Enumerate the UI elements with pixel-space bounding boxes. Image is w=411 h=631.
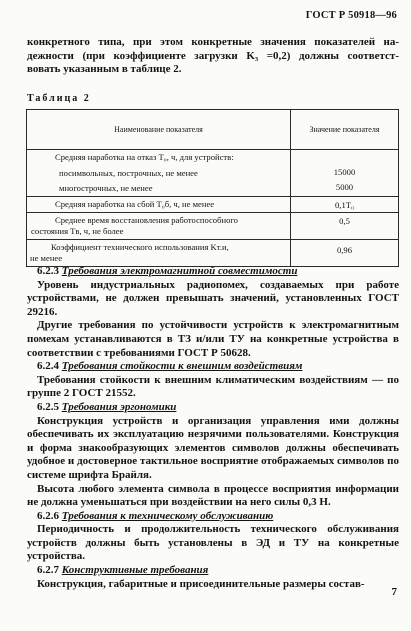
page-number: 7	[391, 586, 397, 598]
intro-line: дежности (при коэффициенте загрузки K₃ =0,2) должны соответст-	[27, 49, 399, 62]
row-value-cell	[291, 213, 399, 240]
row-value-cell	[291, 197, 399, 213]
section-number: 6.2.3	[37, 265, 59, 277]
row-name-cell	[27, 240, 291, 267]
intro-line: вовать указанным в таблице 2.	[27, 63, 182, 76]
row-name-text: Среднее время восстановления работоспособного	[55, 215, 238, 225]
row-value-text: 5000	[335, 182, 354, 192]
section-paragraph: Периодичность и продолжительность технического обслуживания устройств должны быть установлены в ЭД и ТУ на конкретные устройства.	[27, 523, 399, 563]
row-name-text: посимвольных, построчных, не менее	[59, 168, 198, 178]
row-name-cell	[27, 213, 291, 240]
row-value-text: 0,5	[339, 216, 350, 226]
section-paragraph: Высота любого элемента символа в процессе восприятия информации не должна уменьшаться при воздействии на него силы 0,3 Н.	[27, 482, 399, 509]
section-paragraph: Уровень индустриальных радиопомех, создаваемых при работе устройствами, не должен превышать значений, установленных ГОСТ 29216.	[27, 278, 399, 318]
section-heading	[27, 360, 399, 374]
row-name-text: многострочных, не менее	[59, 183, 153, 193]
sections-body	[27, 265, 399, 591]
table-row	[27, 213, 399, 240]
row-name-text: состояния Tв, ч, не более	[31, 226, 124, 236]
intro-paragraph	[27, 36, 399, 77]
row-name-cell	[27, 197, 291, 213]
section-title: Требования электромагнитной совместимости	[61, 265, 298, 277]
section-paragraph: Другие требования по устойчивости устройств к электромагнитным помехам устанавливаются в ТЗ и/или ТУ на конкретные устройства в соответствии с требованиями ГОСТ Р 50628.	[27, 319, 399, 359]
row-value-text: 15000	[333, 167, 356, 177]
section-paragraph: Требования стойкости к внешним климатическим воздействиям — по группе 2 ГОСТ 21552.	[27, 373, 399, 400]
row-value-text: 0,96	[336, 245, 353, 255]
section-number: 6.2.5	[37, 400, 59, 413]
section-heading	[27, 265, 399, 279]
row-name-text: Средняя наработка на сбой T₀б, ч, не менее	[55, 199, 215, 209]
section-number: 6.2.6	[37, 509, 59, 522]
standard-code-header: ГОСТ Р 50918—96	[305, 10, 397, 21]
section-title: Требования эргономики	[61, 400, 177, 413]
reliability-table	[26, 109, 399, 267]
row-value-text: 0,1T₀	[335, 200, 354, 210]
row-name-text: не менее	[30, 253, 63, 263]
section-title: Требования к техническому обслуживанию	[61, 509, 274, 522]
table-row	[27, 240, 399, 267]
table-row	[27, 197, 399, 213]
column-header-name: Наименование показателя	[27, 110, 291, 150]
table-header-row	[27, 110, 399, 150]
section-heading	[27, 510, 399, 524]
column-header-value: Значение показателя	[291, 110, 399, 150]
intro-line: конкретного типа, при этом конкретные значения показателей на-	[27, 36, 399, 48]
row-value-cell	[291, 240, 399, 267]
section-number: 6.2.7	[37, 564, 59, 577]
row-value-cell	[291, 150, 399, 197]
row-name-cell	[27, 150, 291, 197]
table-caption: Таблица 2	[27, 93, 91, 104]
section-paragraph: Конструкция устройств и организация управления ими должны обеспечивать их эксплуатацию незрячими пользователями. Конструкция и форма знакообразующих элементов символов должны обеспечивать удобное и достоверное тактильное восприятие отображаемых символов по системе шрифта Брайля.	[27, 414, 399, 481]
table-row	[27, 150, 399, 197]
section-title: Конструктивные требования	[61, 564, 209, 577]
section-title: Требования стойкости к внешним воздействиям	[61, 360, 303, 373]
row-name-text: Коэффициент технического использования Kт.и,	[51, 242, 229, 252]
section-heading	[27, 564, 399, 578]
row-name-text: Средняя наработка на отказ T₀, ч, для устройств:	[55, 152, 234, 162]
section-paragraph: Конструкция, габаритные и присоединительные размеры состав-	[37, 577, 365, 590]
section-heading	[27, 401, 399, 415]
section-number: 6.2.4	[37, 360, 59, 373]
